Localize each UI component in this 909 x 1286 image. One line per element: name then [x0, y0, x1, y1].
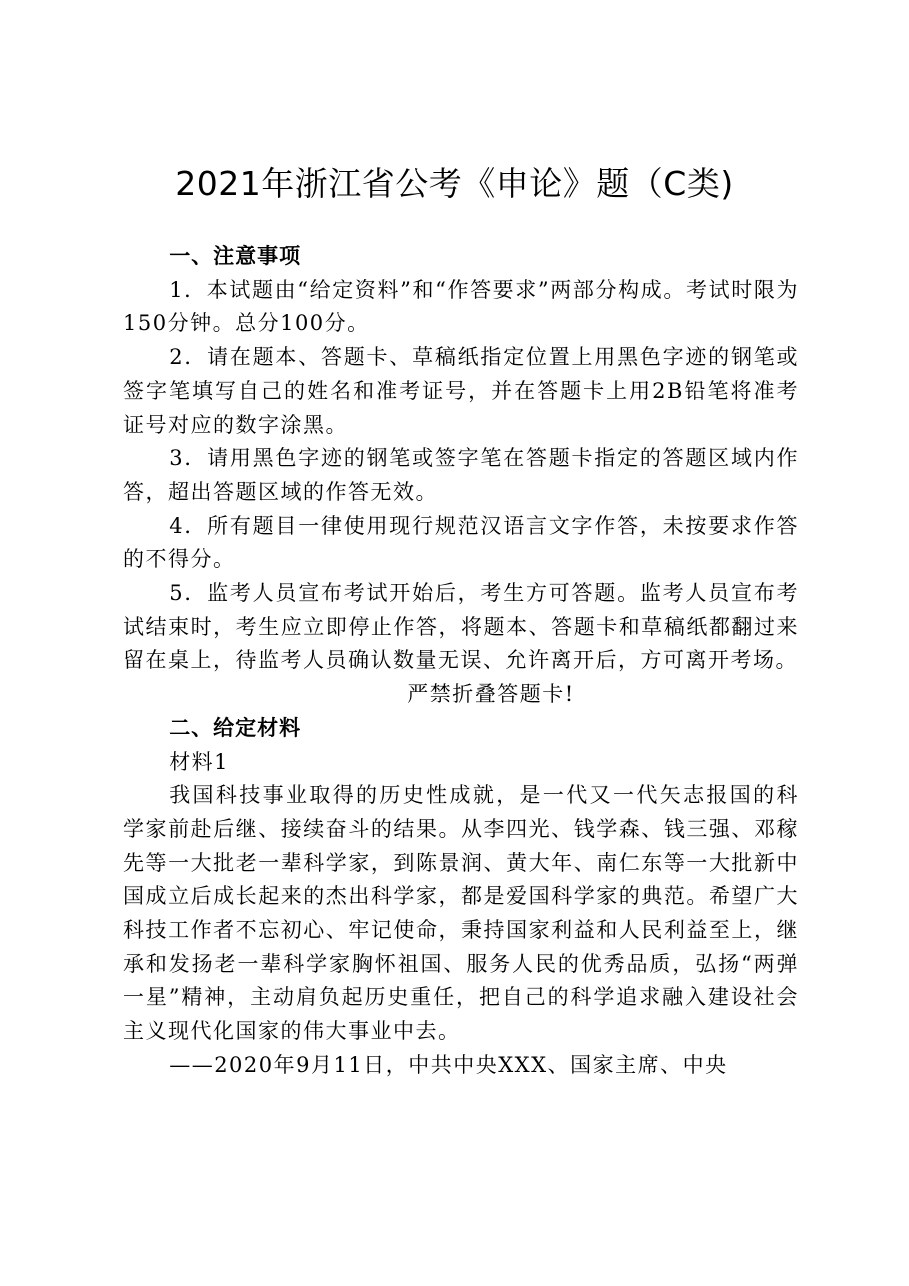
note-item-4: 4．所有题目一律使用现行规范汉语言文字作答，未按要求作答的不得分。: [123, 513, 799, 572]
material-1-label: 材料1: [169, 749, 230, 774]
material-1-paragraph: 我国科技事业取得的历史性成就，是一代又一代矢志报国的科学家前赴后继、接续奋斗的结果。从李四光、钱学森、钱三强、邓稼先等一大批老一辈科学家，到陈景润、黄大年、南仁东等一大批新中国成立后成长起来的杰出科学家，都是爱国科学家的典范。希望广大科技工作者不忘初心、牢记使命，秉持国家利益和人民利益至上，继承和发扬老一辈科学家胸怀祖国、服务人民的优秀品质，弘扬“两弹一星”精神，主动肩负起历史重任，把自己的科学追求融入建设社会主义现代化国家的伟大事业中去。: [123, 783, 799, 1044]
note-item-1: 1．本试题由“给定资料”和“作答要求”两部分构成。考试时限为150分钟。总分100分。: [123, 277, 799, 336]
section-heading-notes: 一、注意事项: [169, 244, 302, 268]
material-1-source: ——2020年9月11日，中共中央XXX、国家主席、中央: [169, 1052, 728, 1077]
document-title: 2021年浙江省公考《申论》题（C类): [175, 164, 734, 203]
note-item-3: 3．请用黑色字迹的钢笔或签字笔在答题卡指定的答题区域内作答，超出答题区域的作答无效。: [123, 446, 799, 504]
warning-line: 严禁折叠答题卡!: [407, 682, 575, 707]
section-heading-materials: 二、给定材料: [169, 715, 302, 740]
note-item-2: 2．请在题本、答题卡、草稿纸指定位置上用黑色字迹的钢笔或签字笔填写自己的姓名和准考证号，并在答题卡上用2B铅笔将准考证号对应的数字涂黑。: [123, 345, 799, 437]
note-item-5: 5．监考人员宣布考试开始后，考生方可答题。监考人员宣布考试结束时，考生应立即停止作答，将题本、答题卡和草稿纸都翻过来留在桌上，待监考人员确认数量无误、允许离开后，方可离开考场。: [123, 581, 799, 673]
document-body: [123, 240, 799, 1083]
